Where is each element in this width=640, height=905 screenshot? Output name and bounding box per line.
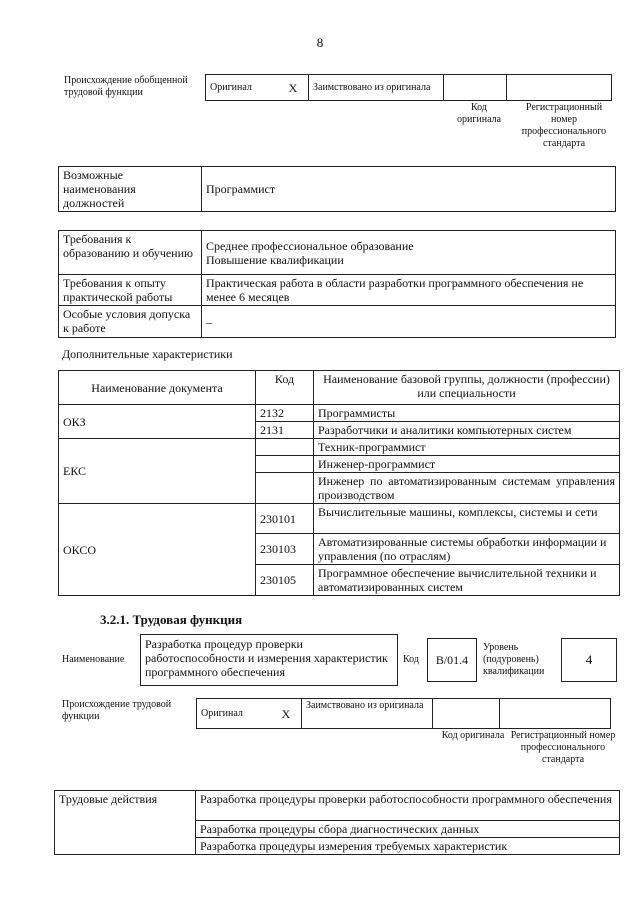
positions-value: Программист [202, 167, 616, 212]
hdr-code: Код [256, 371, 314, 405]
okz-code: 2131 [256, 422, 314, 439]
name-label: Наименование [62, 654, 125, 665]
okso-code: 230105 [256, 565, 314, 596]
origin-label: Происхождение обобщенной трудовой функции [64, 75, 188, 98]
reg2-number-caption: Регистрационный номер профессионального стандарта [510, 730, 616, 765]
borrowed-label: Заимствовано из оригинала [309, 75, 444, 101]
req-experience-value: Практическая работа в области разработки программного обеспечения не менее 6 месяцев [202, 275, 616, 306]
origin2-table [196, 698, 611, 729]
original-label: Оригинал [206, 75, 279, 101]
eks-code [256, 439, 314, 456]
actions-table [54, 790, 620, 855]
eks-name: Техник-программист [314, 439, 620, 456]
action-item: Разработка процедуры сбора диагностических данных [196, 821, 620, 838]
original2-code-cell [433, 699, 500, 729]
original-code-cell [444, 75, 507, 101]
req-experience-label: Требования к опыту практической работы [59, 275, 202, 306]
borrowed2-label: Заимствовано из оригинала [302, 699, 433, 729]
actions-label: Трудовые действия [55, 791, 196, 855]
requirements-table [58, 230, 616, 338]
req-special-label: Особые условия допуска к работе [59, 306, 202, 338]
okso-name: Автоматизированные системы обработки информации и управления (по отраслям) [314, 534, 620, 565]
okz-name: Разработчики и аналитики компьютерных систем [314, 422, 620, 439]
function-code-box: B/01.4 [427, 638, 477, 682]
eks-code [256, 473, 314, 504]
section-title: 3.2.1. Трудовая функция [100, 612, 243, 627]
eks-name: Инженер-программист [314, 456, 620, 473]
req-special-value: – [202, 306, 616, 338]
level-value-box: 4 [561, 638, 617, 682]
okso-name: Вычислительные машины, комплексы, системы и сети [314, 504, 620, 534]
action-item: Разработка процедуры проверки работоспособности программного обеспечения [196, 791, 620, 821]
reg-number-caption: Регистрационный номер профессионального стандарта [521, 102, 607, 149]
okso-code: 230103 [256, 534, 314, 565]
origin2-label: Происхождение трудовой функции [62, 699, 172, 722]
eks-name: Инженер по автоматизированным системам управления производством [314, 473, 620, 504]
positions-label: Возможные наименования должностей [59, 167, 202, 212]
original2-code-caption: Код оригинала [441, 730, 505, 741]
doc-eks: ЕКС [59, 439, 256, 504]
reg2-number-cell [500, 699, 611, 729]
req-education-label: Требования к образованию и обучению [59, 231, 202, 275]
okso-code: 230101 [256, 504, 314, 534]
doc-okz: ОКЗ [59, 405, 256, 439]
positions-table [58, 166, 616, 212]
additional-title: Дополнительные характеристики [62, 347, 233, 361]
original-code-caption: Код оригинала [456, 102, 502, 125]
original-mark: X [278, 75, 309, 101]
code-label: Код [403, 654, 419, 665]
eks-code [256, 456, 314, 473]
req-education-value: Среднее профессиональное образование Повышение квалификации [202, 231, 616, 275]
additional-table [58, 370, 620, 596]
function-name-box: Разработка процедур проверки работоспособности и измерения характеристик программного обеспечения [140, 634, 398, 686]
original2-label: Оригинал [197, 699, 272, 729]
doc-okso: ОКСО [59, 504, 256, 596]
origin-table [205, 74, 612, 101]
original2-mark: X [271, 699, 302, 729]
okso-name: Программное обеспечение вычислительной техники и автоматизированных систем [314, 565, 620, 596]
action-item: Разработка процедуры измерения требуемых характеристик [196, 838, 620, 855]
level-label: Уровень (подуровень) квалификации [483, 642, 545, 677]
okz-name: Программисты [314, 405, 620, 422]
page-number: 8 [316, 35, 324, 50]
hdr-name: Наименование базовой группы, должности (профессии) или специальности [314, 371, 620, 405]
hdr-document: Наименование документа [59, 371, 256, 405]
okz-code: 2132 [256, 405, 314, 422]
reg-number-cell [507, 75, 612, 101]
